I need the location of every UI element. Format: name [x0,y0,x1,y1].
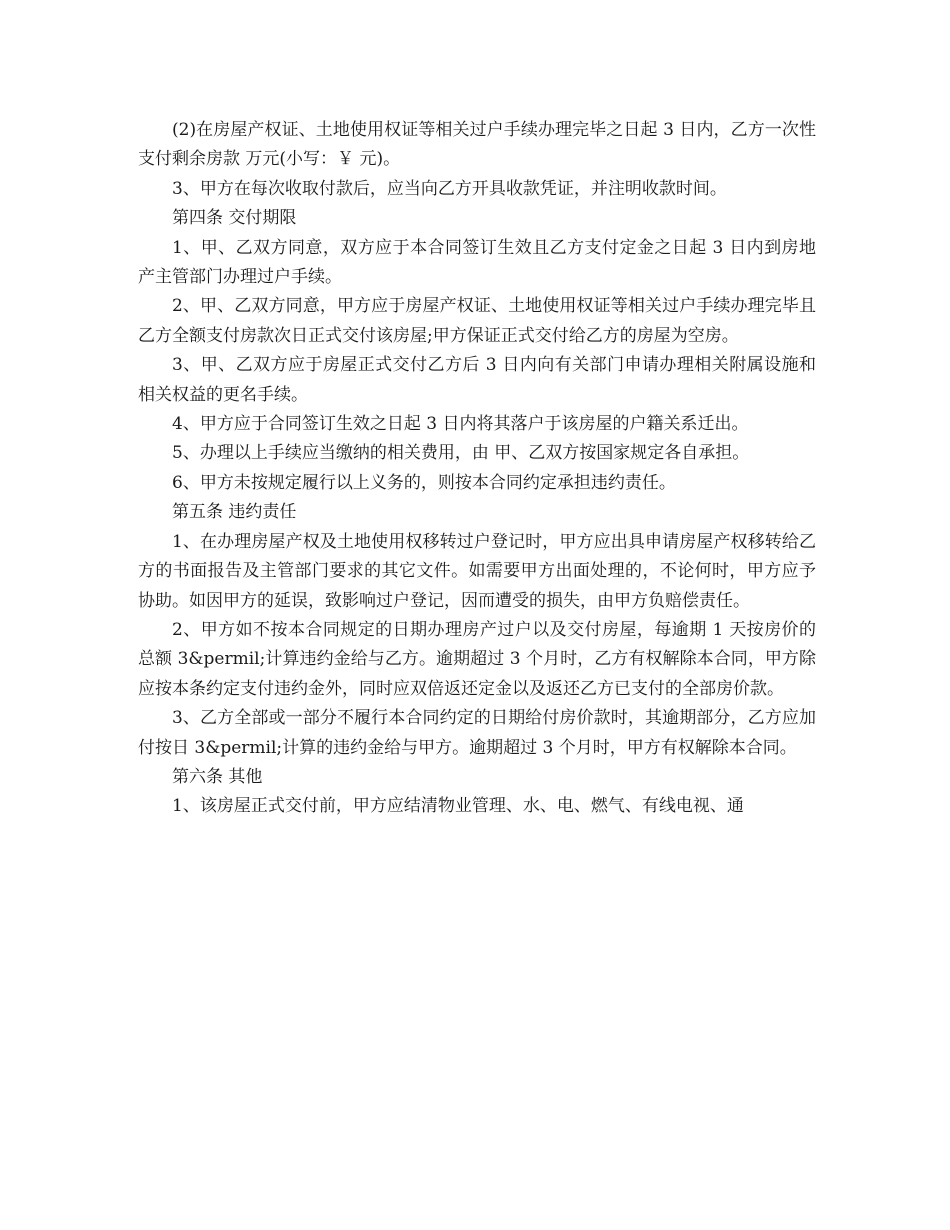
paragraph-seller-default: 2、甲方如不按本合同规定的日期办理房产过户以及交付房屋，每逾期 1 天按房价的总额 3&permil;计算违约金给与乙方。逾期超过 3 个月时，乙方有权解除本合同，甲方除应按本条约定支付违约金外，同时应双倍返还定金以及返还乙方已支付的全部房价款。 [138,619,816,699]
article-heading-6: 第六条 其他 [172,766,263,787]
paragraph-rename-procedure: 3、甲、乙双方应于房屋正式交付乙方后 3 日内向有关部门申请办理相关附属设施和相关权益的更名手续。 [138,355,816,405]
article-heading-4: 第四条 交付期限 [172,208,297,229]
paragraph-transfer-procedure: 1、甲、乙双方同意，双方应于本合同签订生效且乙方支付定金之日起 3 日内到房地产主管部门办理过户手续。 [138,237,816,288]
paragraph-settlement: 1、该房屋正式交付前，甲方应结清物业管理、水、电、燃气、有线电视、通 [172,796,744,817]
paragraph-fees: 5、办理以上手续应当缴纳的相关费用，由 甲、乙双方按国家规定各自承担。 [172,443,750,464]
paragraph-registration-liability: 1、在办理房屋产权及土地使用权移转过户登记时，甲方应出具申请房屋产权移转给乙方的书面报告及主管部门要求的其它文件。如需要甲方出面处理的，不论何时，甲方应予协助。如因甲方的延误，致影响过户登记，因而遭受的损失，由甲方负赔偿责任。 [138,531,816,611]
article-heading-5: 第五条 违约责任 [172,502,297,523]
document-page [138,116,816,822]
paragraph-buyer-default: 3、乙方全部或一部分不履行本合同约定的日期给付房价款时，其逾期部分，乙方应加付按日 3&permil;计算的违约金给与甲方。逾期超过 3 个月时，甲方有权解除本合同。 [138,708,816,758]
paragraph-delivery: 2、甲、乙双方同意，甲方应于房屋产权证、土地使用权证等相关过户手续办理完毕且乙方全额支付房款次日正式交付该房屋;甲方保证正式交付给乙方的房屋为空房。 [138,296,816,346]
paragraph-obligation: 6、甲方未按规定履行以上义务的，则按本合同约定承担违约责任。 [172,472,676,493]
paragraph-household-registration: 4、甲方应于合同签订生效之日起 3 日内将其落户于该房屋的户籍关系迁出。 [172,414,749,435]
paragraph-payment-balance: (2)在房屋产权证、土地使用权证等相关过户手续办理完毕之日起 3 日内，乙方一次性支付剩余房款 万元(小写：￥ 元)。 [138,120,816,170]
paragraph-receipt: 3、甲方在每次收取付款后，应当向乙方开具收款凭证，并注明收款时间。 [172,178,727,199]
